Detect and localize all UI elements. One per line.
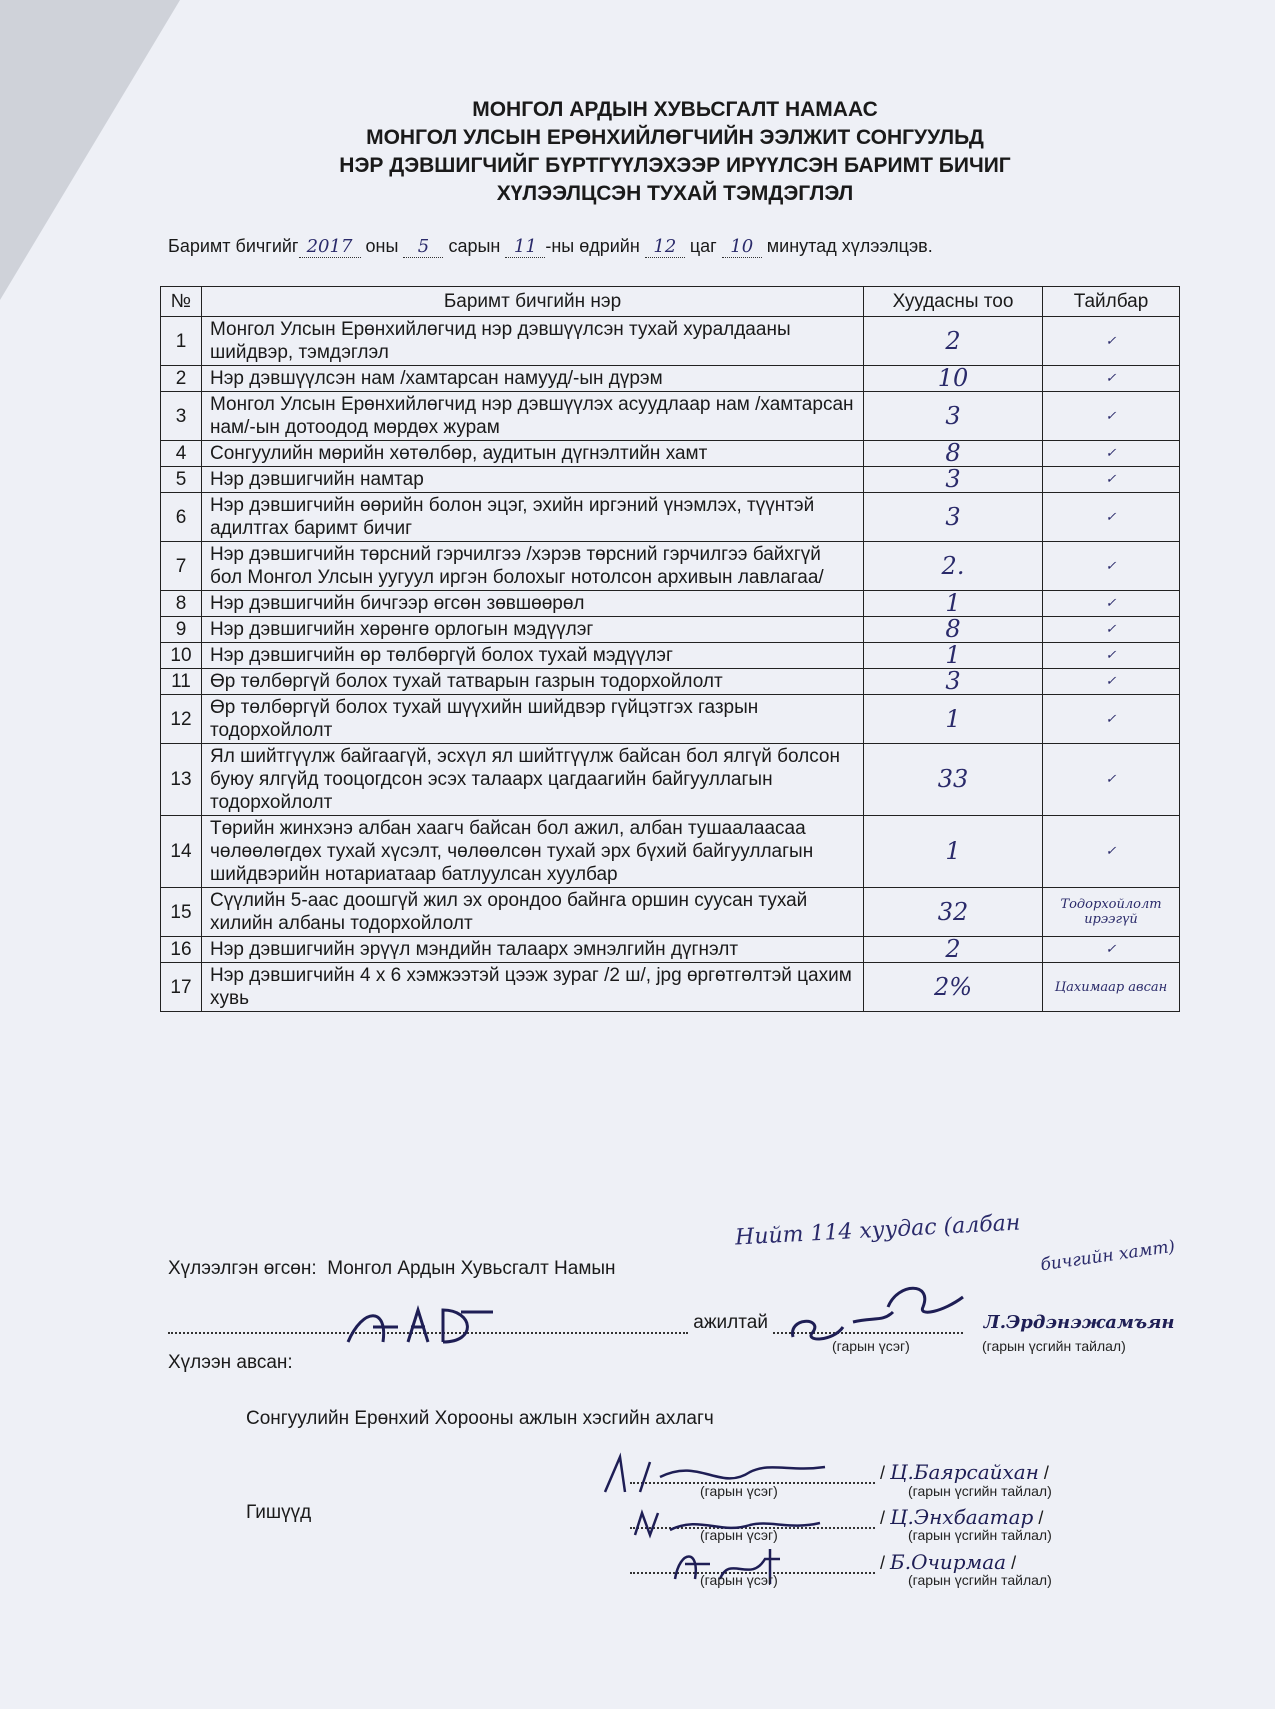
row-page-count: 2 <box>864 937 1043 963</box>
row-note: ✓ <box>1043 317 1180 366</box>
row-note: Тодорхойлолт ирээгүй <box>1043 888 1180 937</box>
table-row <box>161 591 1180 617</box>
row-number: 10 <box>161 643 202 669</box>
row-document-name: Ял шийтгүүлж байгаагүй, эсхүл ял шийтгүүлж байсан бол ялгүй болсон буюу ялгүйд тооцогдсон эсэх талаарх цагдаагийн байгууллагын тодорхойлолт <box>202 744 864 816</box>
member-1-name-caption: (гарын үсгийн тайлал) <box>908 1483 1052 1499</box>
row-document-name: Нэр дэвшигчийн 4 х 6 хэмжээтэй цээж зураг /2 ш/, jpg өргөтгөлтэй цахим хувь <box>202 963 864 1012</box>
row-document-name: Нэр дэвшигчийн төрсний гэрчилгээ /хэрэв төрсний гэрчилгээ байхгүй бол Монгол Улсын уугуул иргэн болохыг нотолсон архивын лавлагаа/ <box>202 542 864 591</box>
row-document-name: Сонгуулийн мөрийн хөтөлбөр, аудитын дүгнэлтийн хамт <box>202 441 864 467</box>
table-row <box>161 493 1180 542</box>
folded-corner <box>0 0 180 300</box>
member-2-name-caption: (гарын үсгийн тайлал) <box>908 1527 1052 1543</box>
handover-signer-name: Л.Эрдэнэжамъян <box>983 1312 1175 1333</box>
row-number: 6 <box>161 493 202 542</box>
member-1-name: Ц.Баярсайхан <box>890 1460 1039 1484</box>
row-page-count: 33 <box>864 744 1043 816</box>
row-note: ✓ <box>1043 643 1180 669</box>
row-note: ✓ <box>1043 467 1180 493</box>
row-number: 17 <box>161 963 202 1012</box>
col-header-name: Баримт бичгийн нэр <box>202 287 864 317</box>
row-number: 3 <box>161 392 202 441</box>
table-row <box>161 816 1180 888</box>
row-document-name: Өр төлбөргүй болох тухай шүүхийн шийдвэр гүйцэтгэх газрын тодорхойлолт <box>202 695 864 744</box>
row-document-name: Төрийн жинхэнэ албан хаагч байсан бол ажил, албан тушаалаасаа чөлөөлөгдөх тухай хүсэлт, чөлөөлсөн тухай эрх бүхий байгууллагын шийдвэрийн нотариатаар батлуулсан хуулбар <box>202 816 864 888</box>
row-page-count: 1 <box>864 816 1043 888</box>
row-page-count: 3 <box>864 669 1043 695</box>
row-note: ✓ <box>1043 617 1180 643</box>
row-document-name: Өр төлбөргүй болох тухай татварын газрын тодорхойлолт <box>202 669 864 695</box>
employee-signature-dots <box>773 1332 963 1334</box>
received-hour-text: цаг <box>689 236 717 256</box>
member-3-sign-caption: (гарын үсэг) <box>700 1572 778 1588</box>
row-note: Цахимаар авсан <box>1043 963 1180 1012</box>
documents-table <box>160 286 1180 1012</box>
row-page-count: 2% <box>864 963 1043 1012</box>
row-page-count: 2. <box>864 542 1043 591</box>
header-line-2: МОНГОЛ УЛСЫН ЕРӨНХИЙЛӨГЧИЙН ЭЭЛЖИТ СОНГУУЛЬД <box>366 126 984 149</box>
member-3-name-caption: (гарын үсгийн тайлал) <box>908 1572 1052 1588</box>
header-line-1: МОНГОЛ АРДЫН ХУВЬСГАЛТ НАМААС <box>472 98 878 121</box>
row-document-name: Нэр дэвшигчийн хөрөнгө орлогын мэдүүлэг <box>202 617 864 643</box>
row-note: ✓ <box>1043 669 1180 695</box>
table-row <box>161 366 1180 392</box>
row-note: ✓ <box>1043 542 1180 591</box>
table-row <box>161 744 1180 816</box>
received-day: 11 <box>505 236 545 258</box>
row-page-count: 1 <box>864 695 1043 744</box>
row-note: ✓ <box>1043 441 1180 467</box>
table-row <box>161 542 1180 591</box>
row-number: 4 <box>161 441 202 467</box>
received-prefix: Баримт бичгийг <box>168 236 299 256</box>
committee-title: Сонгуулийн Ерөнхий Хорооны ажлын хэсгийн ахлагч <box>246 1408 714 1429</box>
received-day-text: -ны өдрийн <box>545 236 640 256</box>
received-minute-text: минутад хүлээлцэв. <box>766 236 933 256</box>
row-number: 11 <box>161 669 202 695</box>
row-number: 14 <box>161 816 202 888</box>
col-header-number: № <box>161 287 202 317</box>
row-note: ✓ <box>1043 937 1180 963</box>
row-page-count: 10 <box>864 366 1043 392</box>
row-document-name: Нэр дэвшигчийн бичгээр өгсөн зөвшөөрөл <box>202 591 864 617</box>
member-2-name: Ц.Энхбаатар <box>890 1505 1034 1529</box>
row-document-name: Нэр дэвшигчийн намтар <box>202 467 864 493</box>
handover-signature-line <box>168 1312 1178 1334</box>
row-page-count: 1 <box>864 643 1043 669</box>
row-page-count: 3 <box>864 392 1043 441</box>
table-row <box>161 695 1180 744</box>
header-line-3: НЭР ДЭВШИГЧИЙГ БҮРТГҮҮЛЭХЭЭР ИРҮҮЛСЭН БАРИМТ БИЧИГ <box>339 154 1011 177</box>
row-number: 16 <box>161 937 202 963</box>
row-page-count: 2 <box>864 317 1043 366</box>
row-document-name: Монгол Улсын Ерөнхийлөгчид нэр дэвшүүлэх асуудлаар нам /хамтарсан нам/-ын дотоодод мөрдөх журам <box>202 392 864 441</box>
received-month-text: сарын <box>448 236 501 256</box>
table-row <box>161 888 1180 937</box>
handwritten-total-line-2: бичгийн хамт) <box>1039 1236 1177 1276</box>
table-row <box>161 467 1180 493</box>
header-line-4: ХҮЛЭЭЛЦСЭН ТУХАЙ ТЭМДЭГЛЭЛ <box>496 182 854 205</box>
row-note: ✓ <box>1043 493 1180 542</box>
row-document-name: Нэр дэвшигчийн өөрийн болон эцэг, эхийн иргэний үнэмлэх, түүнтэй адилтгах баримт бичиг <box>202 493 864 542</box>
received-minute: 10 <box>722 236 762 258</box>
member-line-1: / Ц.Баярсайхан / <box>630 1460 1049 1484</box>
member-line-3: / Б.Очирмаа / <box>630 1550 1016 1574</box>
row-number: 9 <box>161 617 202 643</box>
row-page-count: 32 <box>864 888 1043 937</box>
row-number: 8 <box>161 591 202 617</box>
row-note: ✓ <box>1043 366 1180 392</box>
table-row <box>161 669 1180 695</box>
table-header-row <box>161 287 1180 317</box>
table-row <box>161 643 1180 669</box>
received-year-text: оны <box>365 236 399 256</box>
handover-sign-caption: (гарын үсэг) <box>832 1338 910 1354</box>
row-page-count: 8 <box>864 617 1043 643</box>
handover-employee-label: ажилтай <box>693 1312 768 1333</box>
handover-label: Хүлээлгэн өгсөн: <box>168 1258 317 1279</box>
row-document-name: Монгол Улсын Ерөнхийлөгчид нэр дэвшүүлсэн тухай хуралдааны шийдвэр, тэмдэглэл <box>202 317 864 366</box>
member-1-sign-caption: (гарын үсэг) <box>700 1483 778 1499</box>
handover-line <box>168 1258 616 1280</box>
row-page-count: 1 <box>864 591 1043 617</box>
table-row <box>161 617 1180 643</box>
row-note: ✓ <box>1043 695 1180 744</box>
row-page-count: 3 <box>864 467 1043 493</box>
document-header <box>160 96 1190 208</box>
col-header-pages: Хуудасны тоо <box>864 287 1043 317</box>
member-3-name: Б.Очирмаа <box>890 1550 1007 1574</box>
row-number: 5 <box>161 467 202 493</box>
handover-signature-1 <box>343 1302 503 1362</box>
table-row <box>161 937 1180 963</box>
member-2-sign-caption: (гарын үсэг) <box>700 1527 778 1543</box>
handover-signature-dots <box>168 1332 688 1334</box>
row-number: 2 <box>161 366 202 392</box>
row-number: 12 <box>161 695 202 744</box>
table-row <box>161 441 1180 467</box>
row-number: 1 <box>161 317 202 366</box>
table-row <box>161 392 1180 441</box>
row-number: 7 <box>161 542 202 591</box>
handover-name-caption: (гарын үсгийн тайлал) <box>982 1338 1126 1354</box>
table-row <box>161 317 1180 366</box>
row-document-name: Нэр дэвшүүлсэн нам /хамтарсан намууд/-ын дүрэм <box>202 366 864 392</box>
handwritten-total-line-1: Нийт 114 хуудас (албан <box>734 1210 1021 1251</box>
received-month: 5 <box>403 236 443 258</box>
received-year: 2017 <box>299 236 361 258</box>
row-note: ✓ <box>1043 392 1180 441</box>
handover-party: Монгол Ардын Хувьсгалт Намын <box>327 1258 616 1279</box>
row-page-count: 3 <box>864 493 1043 542</box>
row-note: ✓ <box>1043 591 1180 617</box>
row-document-name: Нэр дэвшигчийн өр төлбөргүй болох тухай мэдүүлэг <box>202 643 864 669</box>
member-line-2: / Ц.Энхбаатар / <box>630 1505 1043 1529</box>
row-page-count: 8 <box>864 441 1043 467</box>
received-datetime-line <box>168 236 933 258</box>
table-row <box>161 963 1180 1012</box>
row-number: 15 <box>161 888 202 937</box>
row-document-name: Нэр дэвшигчийн эрүүл мэндийн талаарх эмнэлгийн дүгнэлт <box>202 937 864 963</box>
received-hour: 12 <box>645 236 685 258</box>
row-note: ✓ <box>1043 816 1180 888</box>
receipt-label: Хүлээн авсан: <box>168 1352 293 1373</box>
row-document-name: Сүүлийн 5-аас доошгүй жил эх орондоо байнга оршин суусан тухай хилийн албаны тодорхойлолт <box>202 888 864 937</box>
col-header-note: Тайлбар <box>1043 287 1180 317</box>
row-note: ✓ <box>1043 744 1180 816</box>
members-label: Гишүүд <box>246 1502 312 1523</box>
row-number: 13 <box>161 744 202 816</box>
